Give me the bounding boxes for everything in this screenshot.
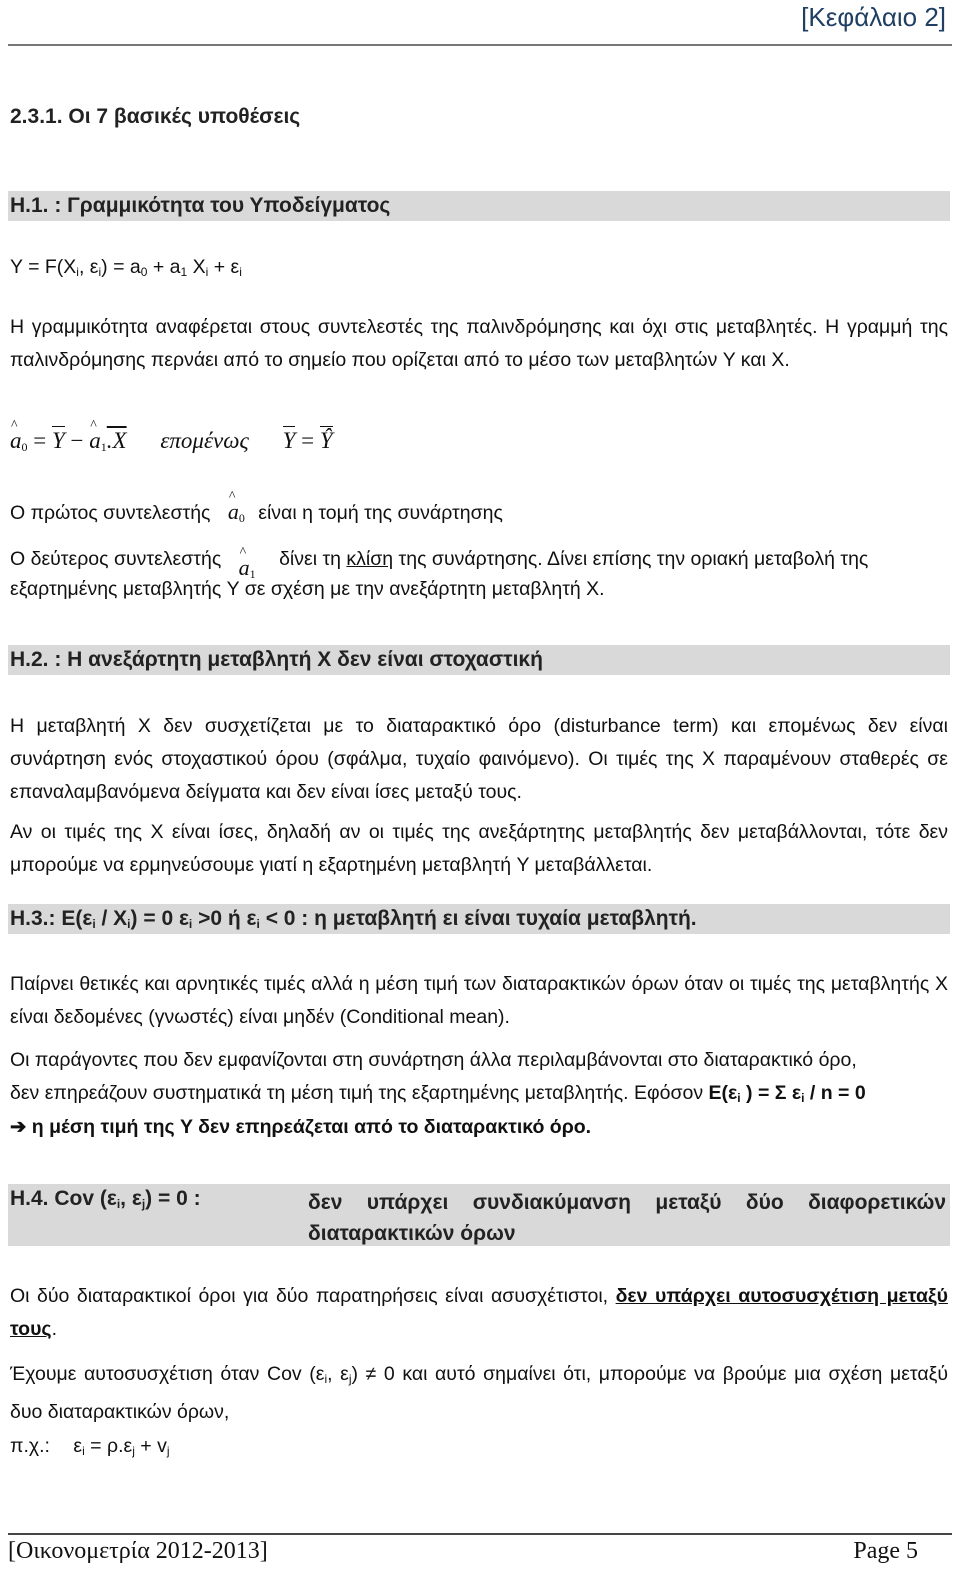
h4-paragraph-1: Οι δύο διαταρακτικοί όροι για δύο παρατηρήσεις είναι ασυσχέτιστοι, δεν υπάρχει αυτοσυσχέτιση μεταξύ τους.: [10, 1285, 948, 1340]
second-coefficient-line: Ο δεύτερος συντελεστής ^ $a_1$ δίνει τη κλίση της συνάρτησης. Δίνει επίσης την οριακή μεταβολή της: [10, 545, 868, 572]
chapter-header: [Κεφάλαιο 2]: [801, 2, 946, 32]
h4-heading: Η.4. Cov ($\varepsilon_i$, $\varepsilon_j) = 0$ :: [10, 1187, 201, 1211]
h1-paragraph: Η γραμμικότητα αναφέρεται στους συντελεστές της παλινδρόμησης και όχι στις μεταβλητές. Η γραμμή της παλινδρόμησης περνάει από το σημείο που ορίζεται από το μέσο των μεταβλητών Y και X.: [10, 316, 948, 371]
h1-heading: Η.1. : Γραμμικότητα του Υποδείγματος: [10, 194, 391, 217]
h2-paragraph-1: Η μεταβλητή X δεν συσχετίζεται με το διαταρακτικό όρο (disturbance term) και επομένως δεν είναι συνάρτηση ενός στοχαστικού όρου (σφάλμα, τυχαίο φαινόμενο). Οι τιμές της X παραμένουν σταθερές σε επαναλαμβανόμενα δείγματα και δεν είναι ίσες μεταξύ τους.: [10, 715, 948, 803]
h1-intercept-equation: ^ $a_0 = Y$ − ^ $a_1.X$ επομένως Y = Ŷ: [10, 428, 333, 455]
h4-paragraph-2: Έχουμε αυτοσυσχέτιση όταν Cov ($\varepsilon_i$, $\varepsilon_j) \ne 0$ και αυτό σημαίνει ότι, μπορούμε να βρούμε μια σχέση μεταξύ δυο διαταρακτικών όρων,: [10, 1363, 948, 1423]
h2-heading: Η.2. : Η ανεξάρτητη μεταβλητή X δεν είναι στοχαστική: [10, 648, 543, 671]
footer-course-title: [Οικονομετρία 2012-2013]: [8, 1538, 268, 1564]
h1-model-equation: $Y = F(X_i$, $\varepsilon_i) = a_0 + a_1$ $X_i + \varepsilon_i$: [10, 256, 242, 279]
h2-paragraph-2: Αν οι τιμές της X είναι ίσες, δηλαδή αν οι τιμές της ανεξάρτητης μεταβλητής δεν μεταβάλλονται, τότε δεν μπορούμε να ερμηνεύσουμε γιατί η εξαρτημένη μεταβλητή Y μεταβάλλεται.: [10, 821, 948, 876]
h4-heading-description: δεν υπάρχει συνδιακύμανση μεταξύ δύο διαφορετικών διαταρακτικών όρων: [308, 1191, 946, 1245]
second-coefficient-line2: εξαρτημένης μεταβλητής Y σε σχέση με την ανεξάρτητη μεταβλητή X.: [10, 578, 605, 600]
footer-divider: [8, 1533, 952, 1535]
first-coefficient-line: Ο πρώτος συντελεστής ^ $a_0$ είναι η τομή της συνάρτησης: [10, 499, 503, 526]
h3-heading: Η.3.: $E(\varepsilon_i / X_i) = 0$ $\varepsilon_i >0$ ή $\varepsilon_i < 0$ : η μεταβλητή ει είναι τυχαία μεταβλητή.: [10, 907, 697, 931]
h3-conclusion: ➔ η μέση τιμή της Y δεν επηρεάζεται από το διαταρακτικό όρο.: [10, 1116, 592, 1138]
h3-paragraph-2-line2: δεν επηρεάζουν συστηματικά τη μέση τιμή της εξαρτημένης μεταβλητής. Εφόσον $E(\varepsilon_i$ ) = Σ $\varepsilon_i / n = 0$: [10, 1082, 866, 1105]
header-divider: [8, 44, 952, 46]
h3-paragraph-1: Παίρνει θετικές και αρνητικές τιμές αλλά η μέση τιμή των διαταρακτικών όρων όταν οι τιμές της μεταβλητής X είναι δεδομένες (γνωστές) είναι μηδέν (Conditional mean).: [10, 973, 948, 1028]
footer-page-number: Page 5: [853, 1538, 918, 1564]
section-title: 2.3.1. Οι 7 βασικές υποθέσεις: [10, 105, 301, 128]
h3-paragraph-2-line1: Οι παράγοντες που δεν εμφανίζονται στη συνάρτηση άλλα περιλαμβάνονται στο διαταρακτικό όρο,: [10, 1049, 857, 1071]
arrow-icon: ➔: [10, 1116, 27, 1138]
h4-example: π.χ.: $\varepsilon_i = \rho.\varepsilon_j + v_j$: [10, 1435, 170, 1458]
